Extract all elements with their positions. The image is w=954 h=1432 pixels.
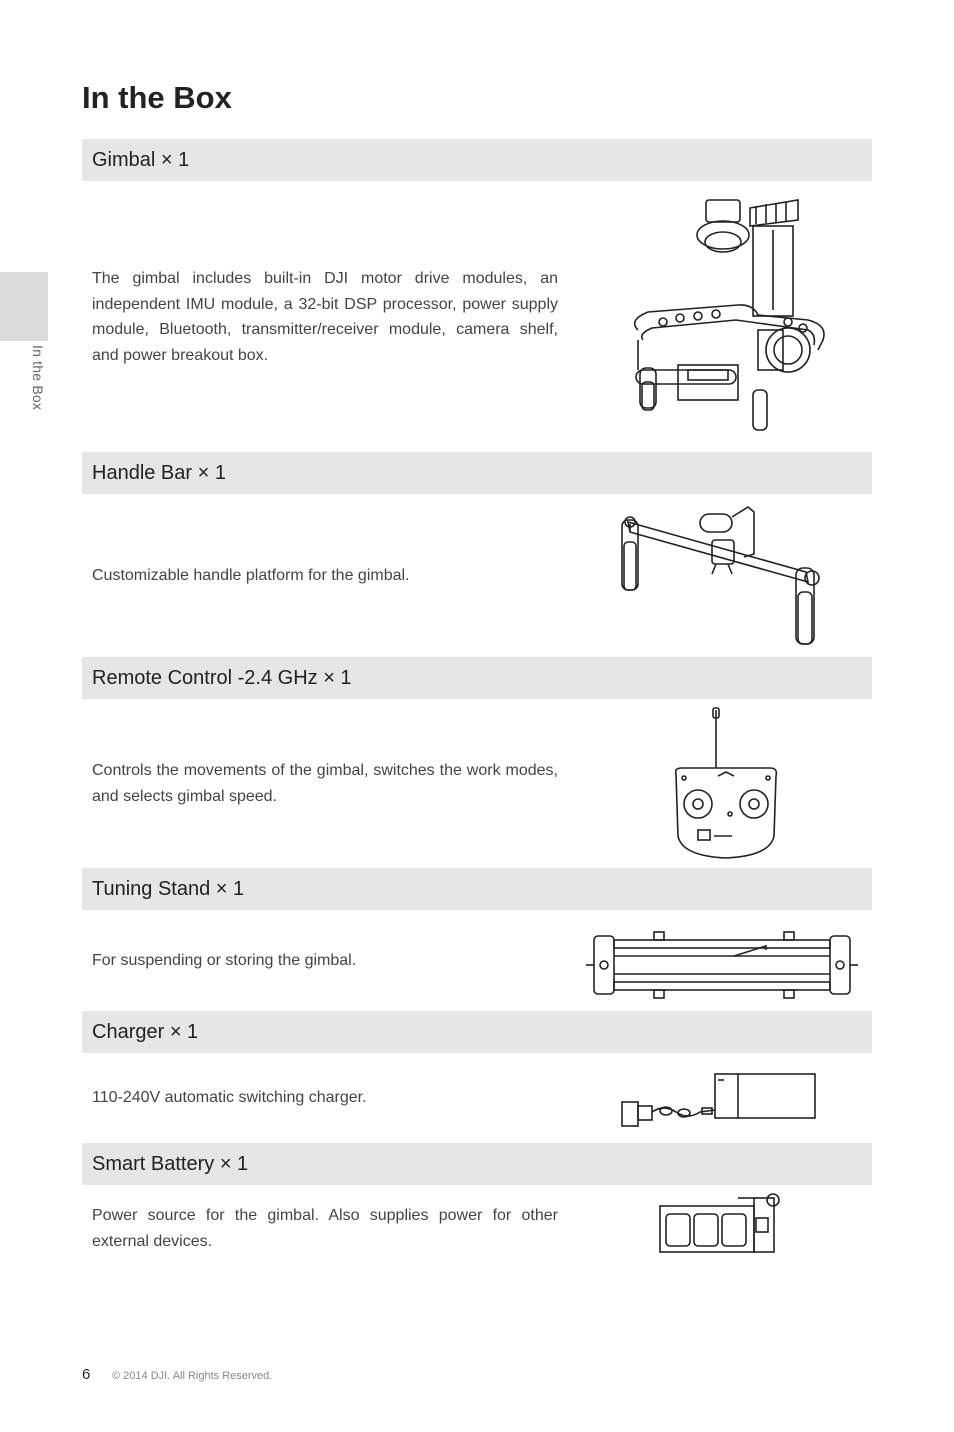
section-header-remote-control: Remote Control -2.4 GHz × 1	[82, 657, 872, 699]
copyright: © 2014 DJI. All Rights Reserved.	[112, 1370, 273, 1382]
side-tab	[0, 272, 48, 341]
remote-control-illustration	[670, 706, 782, 864]
charger-description: 110-240V automatic switching charger.	[92, 1089, 367, 1106]
tuning-stand-description: For suspending or storing the gimbal.	[92, 952, 357, 969]
gimbal-description: The gimbal includes built-in DJI motor drive modules, an independent IMU module, a 32-bit DSP processor, power supply module, Bluetooth, transmitter/receiver module, camera shelf, and power breakout box.	[92, 270, 558, 364]
handle-bar-description: Customizable handle platform for the gimbal.	[92, 567, 410, 584]
section-header-charger: Charger × 1	[82, 1011, 872, 1053]
page-number: 6	[82, 1366, 91, 1383]
section-header-smart-battery: Smart Battery × 1	[82, 1143, 872, 1185]
section-header-handle-bar: Handle Bar × 1	[82, 452, 872, 494]
page-title: In the Box	[82, 80, 232, 115]
remote-control-description: Controls the movements of the gimbal, switches the work modes, and selects gimbal speed.	[92, 762, 558, 805]
battery-description: Power source for the gimbal. Also supplies power for other external devices.	[92, 1207, 558, 1250]
tuning-stand-illustration	[584, 926, 860, 1002]
side-label: In the Box	[30, 345, 46, 411]
gimbal-illustration	[618, 190, 828, 435]
charger-illustration	[618, 1070, 820, 1132]
section-header-gimbal: Gimbal × 1	[82, 139, 872, 181]
battery-illustration	[656, 1190, 786, 1256]
section-header-tuning-stand: Tuning Stand × 1	[82, 868, 872, 910]
handle-bar-illustration	[616, 502, 831, 652]
